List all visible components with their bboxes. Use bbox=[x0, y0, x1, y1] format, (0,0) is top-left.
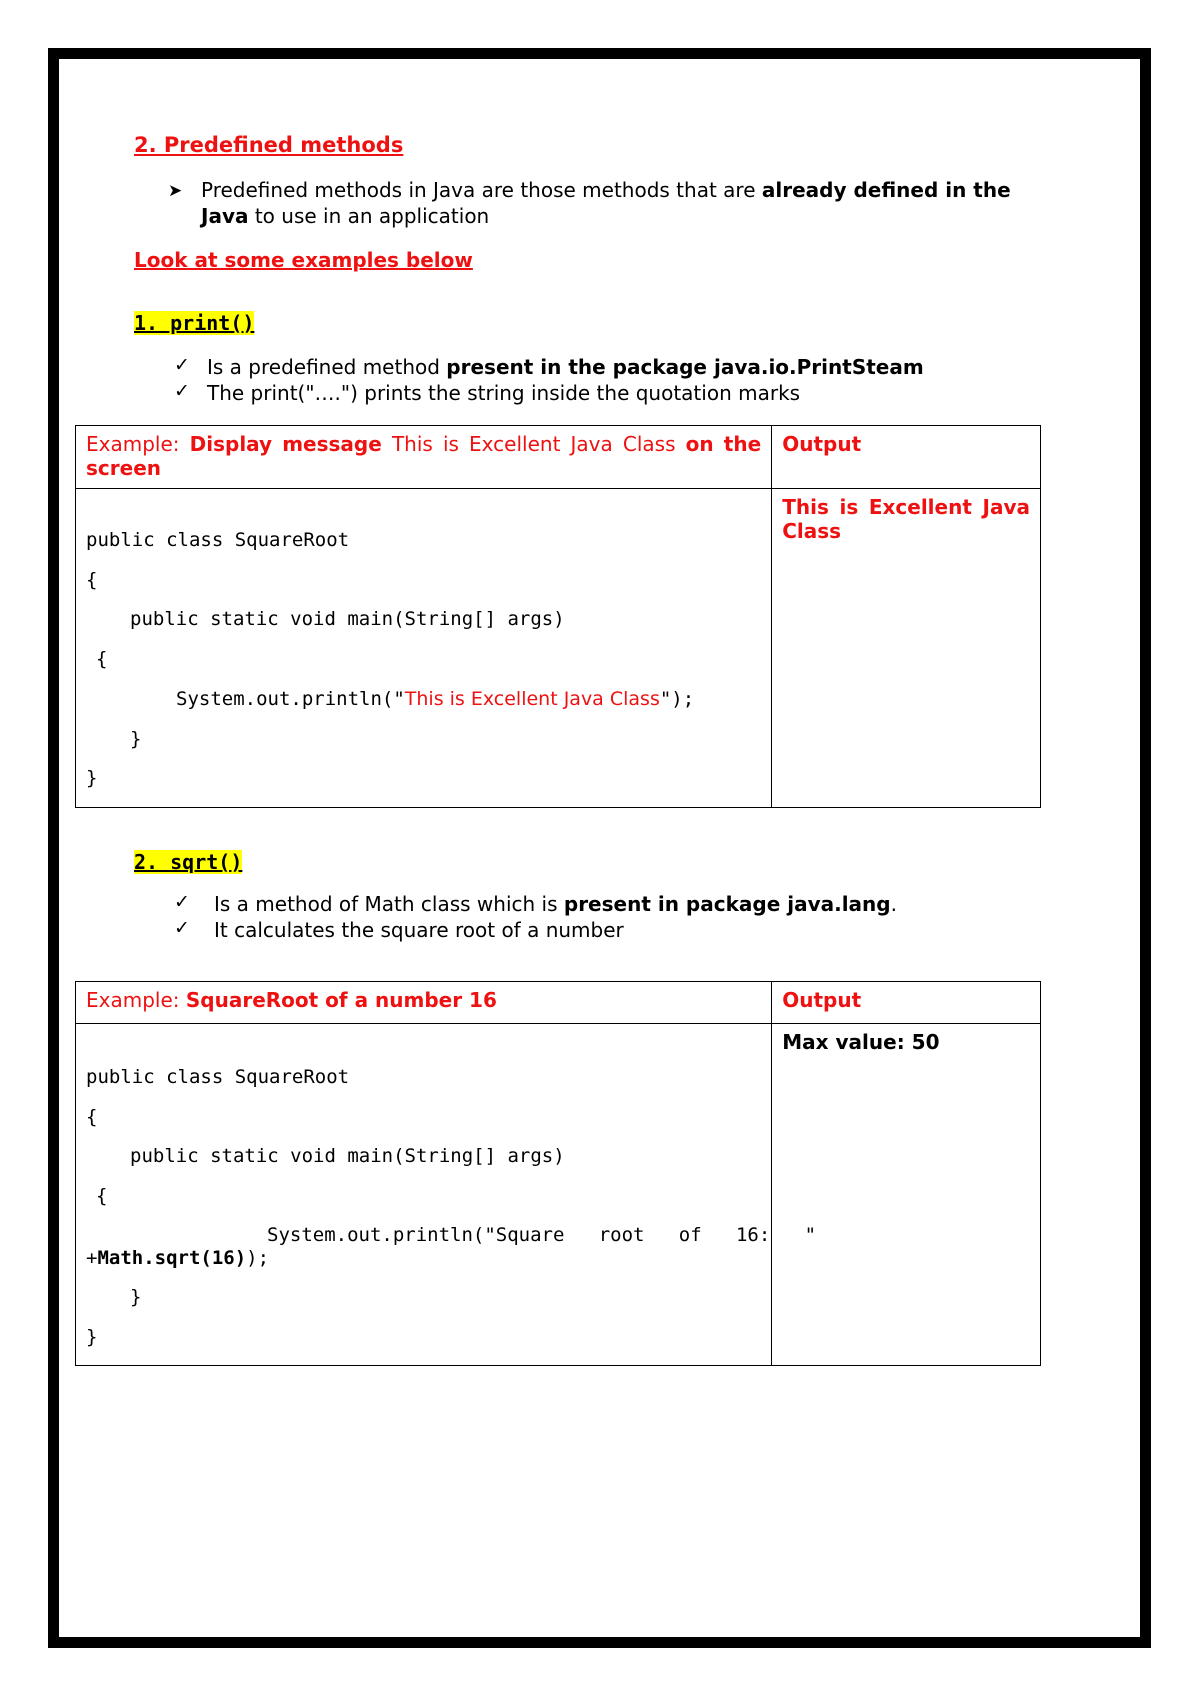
sqrt-example-header: Example: SquareRoot of a number 16 bbox=[76, 982, 772, 1024]
sqrt-code-block bbox=[76, 1024, 817, 1364]
sqrt-code-cell bbox=[76, 1024, 817, 1366]
checkmark-icon: ✓ bbox=[174, 354, 190, 376]
intro-line-2: Java to use in an application bbox=[201, 204, 490, 228]
print-output-header: Output bbox=[782, 432, 862, 456]
print-bullet-1: Is a predefined method present in the package java.io.PrintSteam bbox=[207, 355, 924, 379]
code-line: { bbox=[86, 569, 98, 591]
print-example-table bbox=[75, 425, 1041, 808]
code-line: } bbox=[130, 728, 142, 750]
sqrt-output-header-cell bbox=[772, 982, 1041, 1024]
code-line: System.out.println("Square root of 16: " bbox=[267, 1224, 817, 1246]
code-line: } bbox=[86, 767, 98, 789]
print-bullet-2: The print("….") prints the string inside the quotation marks bbox=[207, 381, 801, 405]
section-title: 2. Predefined methods bbox=[134, 133, 404, 157]
arrow-bullet-icon: ➤ bbox=[168, 181, 183, 201]
sqrt-bullet-1: Is a method of Math class which is present in package java.lang. bbox=[214, 892, 897, 916]
print-heading: 1. print() bbox=[134, 311, 255, 335]
sqrt-example-table bbox=[75, 981, 1041, 1366]
print-output-line1: This is Excellent Java bbox=[782, 495, 1030, 519]
code-line: public static void main(String[] args) bbox=[130, 608, 565, 630]
print-example-line1: Example: Display message This is Excellent Java Class on the bbox=[86, 432, 762, 456]
checkmark-icon: ✓ bbox=[174, 891, 190, 913]
sqrt-heading: 2. sqrt() bbox=[134, 850, 243, 874]
print-output-line2: Class bbox=[782, 519, 842, 543]
print-code-cell bbox=[76, 489, 772, 808]
code-line: { bbox=[96, 648, 108, 670]
print-output-cell bbox=[772, 489, 1041, 808]
code-line: +Math.sqrt(16)); bbox=[86, 1247, 270, 1269]
code-line: public class SquareRoot bbox=[86, 1066, 350, 1088]
sqrt-output-header: Output bbox=[782, 988, 862, 1012]
code-line: System.out.println("This is Excellent Java Class"); bbox=[176, 688, 695, 710]
print-code-block bbox=[76, 489, 771, 806]
sqrt-bullet-2: It calculates the square root of a number bbox=[214, 918, 624, 942]
code-line: { bbox=[96, 1185, 108, 1207]
sqrt-output-cell bbox=[772, 1024, 1041, 1366]
intro-line-1: Predefined methods in Java are those methods that are already defined in the bbox=[201, 178, 1011, 202]
print-example-line2: screen bbox=[86, 456, 161, 480]
print-example-header bbox=[76, 426, 772, 489]
page-border bbox=[48, 48, 1151, 1648]
code-line: { bbox=[86, 1106, 98, 1128]
code-line: } bbox=[86, 1326, 98, 1348]
code-line: public static void main(String[] args) bbox=[130, 1145, 565, 1167]
checkmark-icon: ✓ bbox=[174, 380, 190, 402]
checkmark-icon: ✓ bbox=[174, 917, 190, 939]
examples-heading: Look at some examples below bbox=[134, 248, 473, 272]
sqrt-output-value: Max value: 50 bbox=[782, 1030, 940, 1054]
code-line: public class SquareRoot bbox=[86, 529, 350, 551]
code-line: } bbox=[130, 1286, 142, 1308]
print-output-header-cell bbox=[772, 426, 1041, 489]
